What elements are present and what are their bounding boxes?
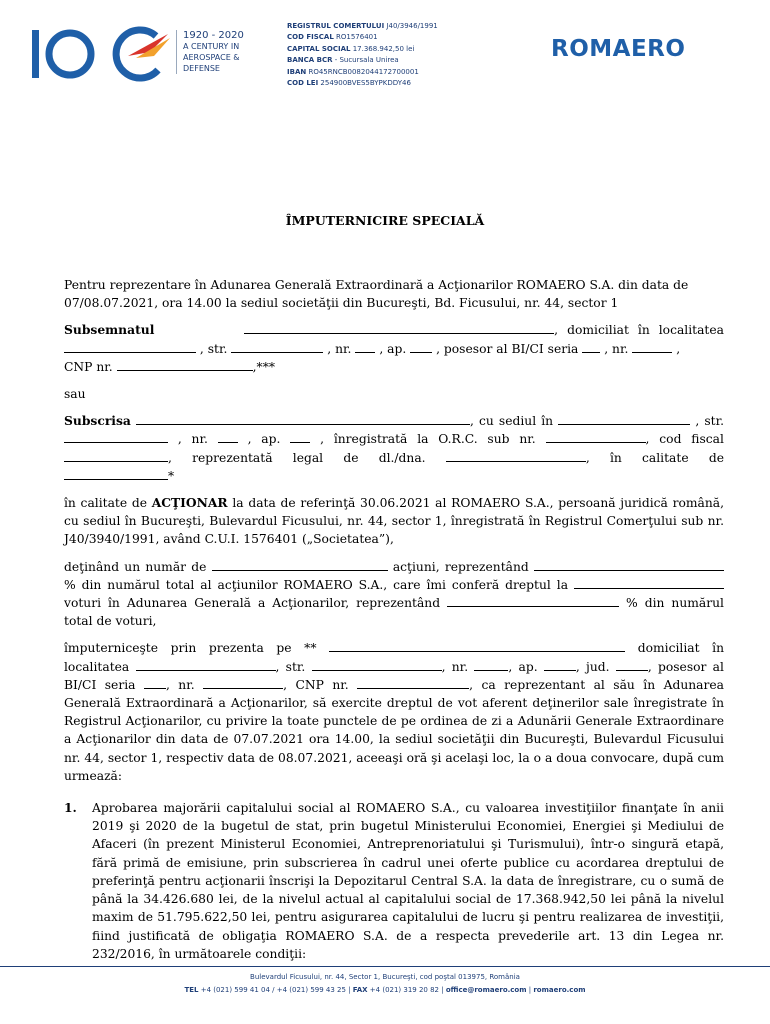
proxy-county-field[interactable] [616,658,648,671]
company-street-field[interactable] [64,430,168,443]
company-representative-line: , reprezentată legal de dl./dna. , în calitate de [64,449,724,467]
company-number-field[interactable] [218,430,238,443]
voting-rights-line: % din numărul total al acţiunilor ROMAERO S.A., care îmi conferă dreptul la [64,576,724,594]
proxy-apartment-field[interactable] [544,658,576,671]
ioc-centennial-logo [28,22,178,86]
street-field[interactable] [231,340,323,353]
proxy-address-line: localitatea , str. , nr. , ap. , jud. , posesor al [64,659,724,674]
proxy-name-field[interactable] [329,639,625,652]
company-apartment-field[interactable] [290,430,310,443]
document-title: ÎMPUTERNICIRE SPECIALĂ [285,213,485,228]
letterhead [0,0,770,110]
name-field[interactable] [244,321,554,334]
fiscal-code-field[interactable] [64,449,168,462]
votes-count-field[interactable] [574,576,724,589]
intro-paragraph: Pentru reprezentare în Adunarea Generală Extraordinară a Acţionarilor ROMAERO S.A. din data de 07/08.07.2021, ora 14.00 la sediul societăţii din Bucureşti, Bd. Ficusului, nr. 44, sector 1 [64,278,689,311]
centennial-line: AEROSPACE & [183,53,240,62]
votes-percent-field[interactable] [447,594,619,607]
id-series-field[interactable] [582,340,600,353]
agenda-item-number: 1. [64,800,77,816]
capacity-field[interactable] [64,467,168,480]
centennial-line: DEFENSE [183,64,220,73]
shares-count-field[interactable] [212,558,388,571]
proxy-id-line: BI/CI seria , nr. , CNP nr. , ca reprezentant al său în Adunarea [64,677,724,692]
company-registration-line: , nr. , ap. , înregistrată la O.R.C. sub nr. , cod fiscal [64,430,724,448]
address-line: , str. , nr. , ap. , posesor al BI/CI seria , nr. , [64,340,724,358]
romaero-brand-logo: ROMAERO [551,36,686,62]
shareholder-paragraph: în calitate de ACŢIONAR la data de referinţă 30.06.2021 al ROMAERO S.A., persoană juridică română, cu sediul în Bucureşti, Bulevardul Ficusului, nr. 44, sector 1, înregistrată în Registrul Comerţului sub nr. J40/3940/1991, având C.U.I. 1576401 („Societatea”), [64,495,724,547]
shares-line: deţinând un număr de acţiuni, reprezentând [64,558,724,576]
page-footer [0,966,770,997]
centennial-years: 1920 - 2020 [183,30,244,41]
centennial-line: A CENTURY IN [183,42,240,51]
legal-representative-field[interactable] [446,449,586,462]
info-line: IBAN RO45RNCB0082044172700001 [287,67,419,76]
info-line: CAPITAL SOCIAL 17.368.942,50 lei [287,44,415,53]
shares-percent-field[interactable] [534,558,724,571]
cnp-field[interactable] [117,358,253,371]
votes-percent-line: voturi în Adunarea Generală a Acţionarilor, reprezentând % din numărul [64,596,724,611]
agenda-item [64,799,724,963]
footer-contacts: TEL +4 (021) 599 41 04 / +4 (021) 599 43 25 | FAX +4 (021) 319 20 82 | office@romaero.com | romaero.com [184,986,586,994]
footer-email-link[interactable]: office@romaero.com [445,986,527,994]
capacity-line: * [64,467,724,485]
company-seat-field[interactable] [558,412,690,425]
number-field[interactable] [355,340,375,353]
mandate-paragraph: Generală Extraordinară a Acţionarilor, să exercite dreptul de vot aferent deţinerilor sale înregistrate în Registrul Acţionarilor, cu privire la toate punctele de pe ordinea de zi a Adunării Generale Extraordinare a Acţionarilor din data de 07.07.2021 ora 14.00, la sediul societăţii din Bucureşti, Bulevardul Ficusului nr. 44, sector 1, respectiv data de 08.07.2021, aceeaşi oră şi acelaşi loc, la o a doua convocare, după cum urmează: [64,696,724,783]
proxy-locality-field[interactable] [136,658,276,671]
proxy-id-series-field[interactable] [144,676,166,689]
info-line: BANCA BCR - Sucursala Unirea [287,56,399,65]
subsemnatul-line: Subsemnatul , domiciliat în localitatea [64,322,724,338]
company-info [287,21,438,89]
total-votes-line: total de voturi, [64,614,157,629]
subscrisa-line: Subscrisa , cu sediul în , str. [64,413,725,429]
proxy-number-field[interactable] [474,658,508,671]
centennial-tagline [176,30,253,74]
proxy-id-number-field[interactable] [203,676,283,689]
footer-website-link[interactable]: romaero.com [533,986,586,994]
footer-address: Bulevardul Ficusului, nr. 44, Sector 1, Bucureşti, cod poştal 013975, România [250,973,520,981]
apartment-field[interactable] [410,340,432,353]
id-number-field[interactable] [632,340,672,353]
proxy-street-field[interactable] [312,658,442,671]
document-body [64,276,724,963]
localitate-field[interactable] [64,340,196,353]
info-line: REGISTRUL COMERTULUI J40/3946/1991 [287,22,438,30]
proxy-cnp-field[interactable] [357,676,469,689]
info-line: COD FISCAL RO1576401 [287,33,378,42]
proxy-line: împuterniceşte prin prezenta pe ** domiciliat în [64,641,724,656]
company-name-field[interactable] [136,412,470,425]
sau-text: sau [64,387,86,402]
cnp-line: CNP nr. ,*** [64,359,275,374]
orc-number-field[interactable] [546,430,646,443]
info-line: COD LEI 254900BVES5BYPKDDY46 [287,79,411,88]
agenda-item-text: Aprobarea majorării capitalului social al ROMAERO S.A., cu valoarea investiţiilor finanţate în anii 2019 şi 2020 de la bugetul de stat, prin bugetul Ministerului Economiei, Energiei şi Mediului de Afaceri (în prezent Ministerul Economiei, Antreprenoriatului şi Turismului), într-o singură etapă, fără primă de emisiune, prin subscrierea în cadrul unei oferte publice cu acordarea dreptului de preferinţă pentru acţionarii înscrişi la Depozitarul Central S.A. la data de înregistrare, cu o sumă de până la 34.426.680 lei, de la nivelul actual al capitalului social de 17.368.942,50 lei până la nivelul maxim de 51.795.622,50 lei, pentru asigurarea capitalului de lucru şi pentru realizarea de investiţii, fiind justificată de obligaţia ROMAERO S.A. de a respecta prevederile art. 13 din Legea nr. 232/2016, în următoarele condiţii: [92,801,724,961]
